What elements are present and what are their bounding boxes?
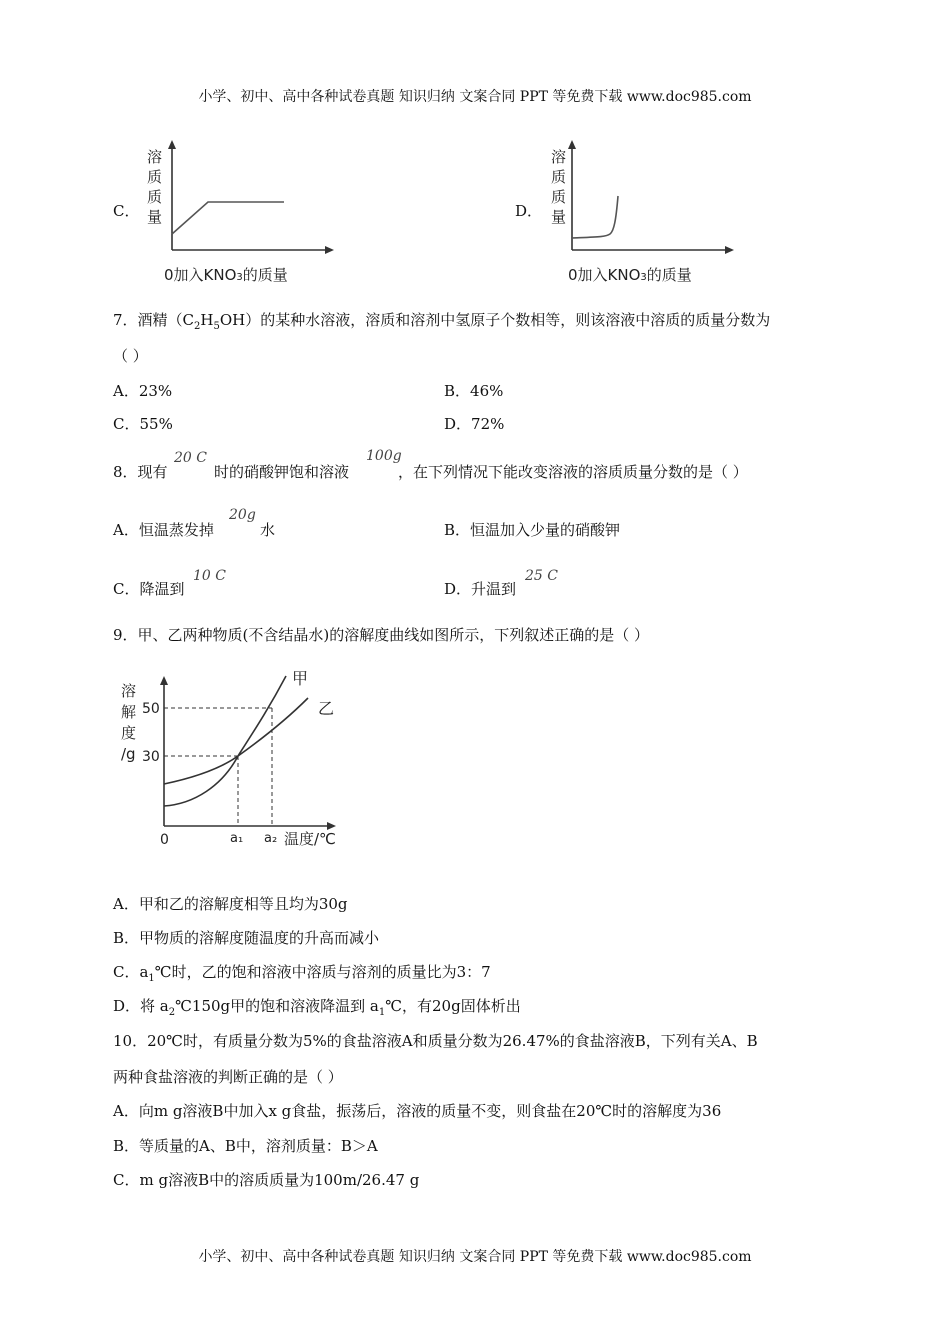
q6-option-d-label: D． <box>515 202 543 220</box>
q6-graph-c-ylabel <box>147 148 162 226</box>
q9-option-b: B．甲物质的溶解度随温度的升高而减小 <box>113 929 380 947</box>
y-tick-30: 30 <box>142 749 160 765</box>
q10-option-c: C．m g溶液B中的溶质质量为100m/26.47 g <box>113 1171 420 1189</box>
q8-option-c-math: 10 C <box>193 568 226 584</box>
label-yi: 乙 <box>318 699 335 718</box>
q7-answer-paren: （ ） <box>113 347 148 365</box>
q10-stem-line1: 10．20℃时，有质量分数为5%的食盐溶液A和质量分数为26.47%的食盐溶液B，下列有关A、B <box>113 1032 758 1050</box>
x-axis-label: 温度/℃ <box>284 830 336 848</box>
q9-stem: 9．甲、乙两种物质(不含结晶水)的溶解度曲线如图所示，下列叙述正确的是（ ） <box>113 626 650 644</box>
y-axis-arrow <box>168 140 176 149</box>
q8-stem-part1: 8．现有 <box>113 463 168 481</box>
ylabel-char: 量 <box>551 208 567 226</box>
q9-option-c: C．$a_1℃$时，乙的饱和溶液中溶质与溶剂的质量比为3：7 <box>113 963 491 984</box>
q6-graph-d <box>542 138 742 286</box>
q7-option-a: A．23% <box>113 382 173 400</box>
x-tick-a1: a₁ <box>230 831 244 846</box>
chart-ylabel <box>121 682 136 763</box>
y-tick-50: 50 <box>142 701 160 717</box>
q6-graph-c <box>138 138 338 286</box>
q8-stem-part2: 时的硝酸钾饱和溶液 <box>214 463 350 481</box>
q6-graph-c-xlabel: 0加入KNO3的质量 <box>164 266 288 284</box>
q8-math-mass: 100g <box>366 448 402 464</box>
q10-option-a: A．向m g溶液B中加入x g食盐，振荡后，溶液的质量不变，则食盐在20℃时的溶解度为36 <box>113 1102 722 1120</box>
q8-math-temp: 20 C <box>174 450 207 466</box>
ylabel-char: 质 <box>551 188 567 206</box>
q8-option-d-math: 25 C <box>525 568 558 584</box>
x-tick-a2: a₂ <box>264 831 278 846</box>
q7-option-d: D．72% <box>444 415 505 433</box>
ylabel-char: 溶 <box>121 682 137 700</box>
ylabel-char: 溶 <box>147 148 163 166</box>
q8-stem-part3: ，在下列情况下能改变溶液的溶质质量分数的是（ ） <box>398 463 748 481</box>
ylabel-char: 解 <box>121 703 137 721</box>
origin-label: 0 <box>160 832 169 848</box>
x-axis-arrow <box>327 822 336 830</box>
q6-option-c-label: C． <box>113 202 140 220</box>
page-footer: 小学、初中、高中各种试卷真题 知识归纳 文案合同 PPT 等免费下载 www.doc985.com <box>198 1249 752 1265</box>
q8-option-a: A．恒温蒸发掉 <box>113 521 214 539</box>
curve-d <box>572 196 618 238</box>
ylabel-char: /g <box>121 745 136 763</box>
q9-option-d: D．将 $a_2℃150g$甲的饱和溶液降温到 $a_1℃$，有20g固体析出 <box>113 997 521 1018</box>
q10-stem-line2: 两种食盐溶液的判断正确的是（ ） <box>113 1068 343 1086</box>
q6-graph-d-ylabel <box>551 148 566 226</box>
q9-solubility-chart <box>112 660 352 852</box>
q8-option-c: C．降温到 <box>113 580 185 598</box>
q9-option-a: A．甲和乙的溶解度相等且均为30g <box>113 895 348 913</box>
q8-option-a-tail: 水 <box>260 521 276 539</box>
page-header: 小学、初中、高中各种试卷真题 知识归纳 文案合同 PPT 等免费下载 www.doc985.com <box>198 89 752 105</box>
q8-option-a-math: 20g <box>229 507 256 523</box>
q6-graph-d-xlabel: 0加入KNO3的质量 <box>568 266 692 284</box>
y-axis-arrow <box>568 140 576 149</box>
curve-jia <box>164 676 286 806</box>
curve-yi <box>164 698 308 784</box>
ylabel-char: 度 <box>121 724 137 742</box>
ylabel-char: 溶 <box>551 148 567 166</box>
ylabel-char: 质 <box>551 168 567 186</box>
ylabel-char: 量 <box>147 208 163 226</box>
q7-option-b: B．46% <box>444 382 504 400</box>
label-jia: 甲 <box>292 669 309 688</box>
q7-stem: 7．酒精$(C_2H_5OH)$的某种水溶液，溶质和溶剂中氢原子个数相等，则该溶液中溶质的质量分数为 <box>113 311 771 332</box>
x-axis-arrow <box>325 246 334 254</box>
ylabel-char: 质 <box>147 168 163 186</box>
ylabel-char: 质 <box>147 188 163 206</box>
q7-option-c: C．55% <box>113 415 173 433</box>
y-axis-arrow <box>160 676 168 685</box>
q8-option-b: B．恒温加入少量的硝酸钾 <box>444 521 621 539</box>
q10-option-b: B．等质量的A、B中，溶剂质量：B＞A <box>113 1137 378 1155</box>
x-axis-arrow <box>725 246 734 254</box>
curve-c <box>172 202 284 234</box>
q8-option-d: D．升温到 <box>444 580 517 598</box>
